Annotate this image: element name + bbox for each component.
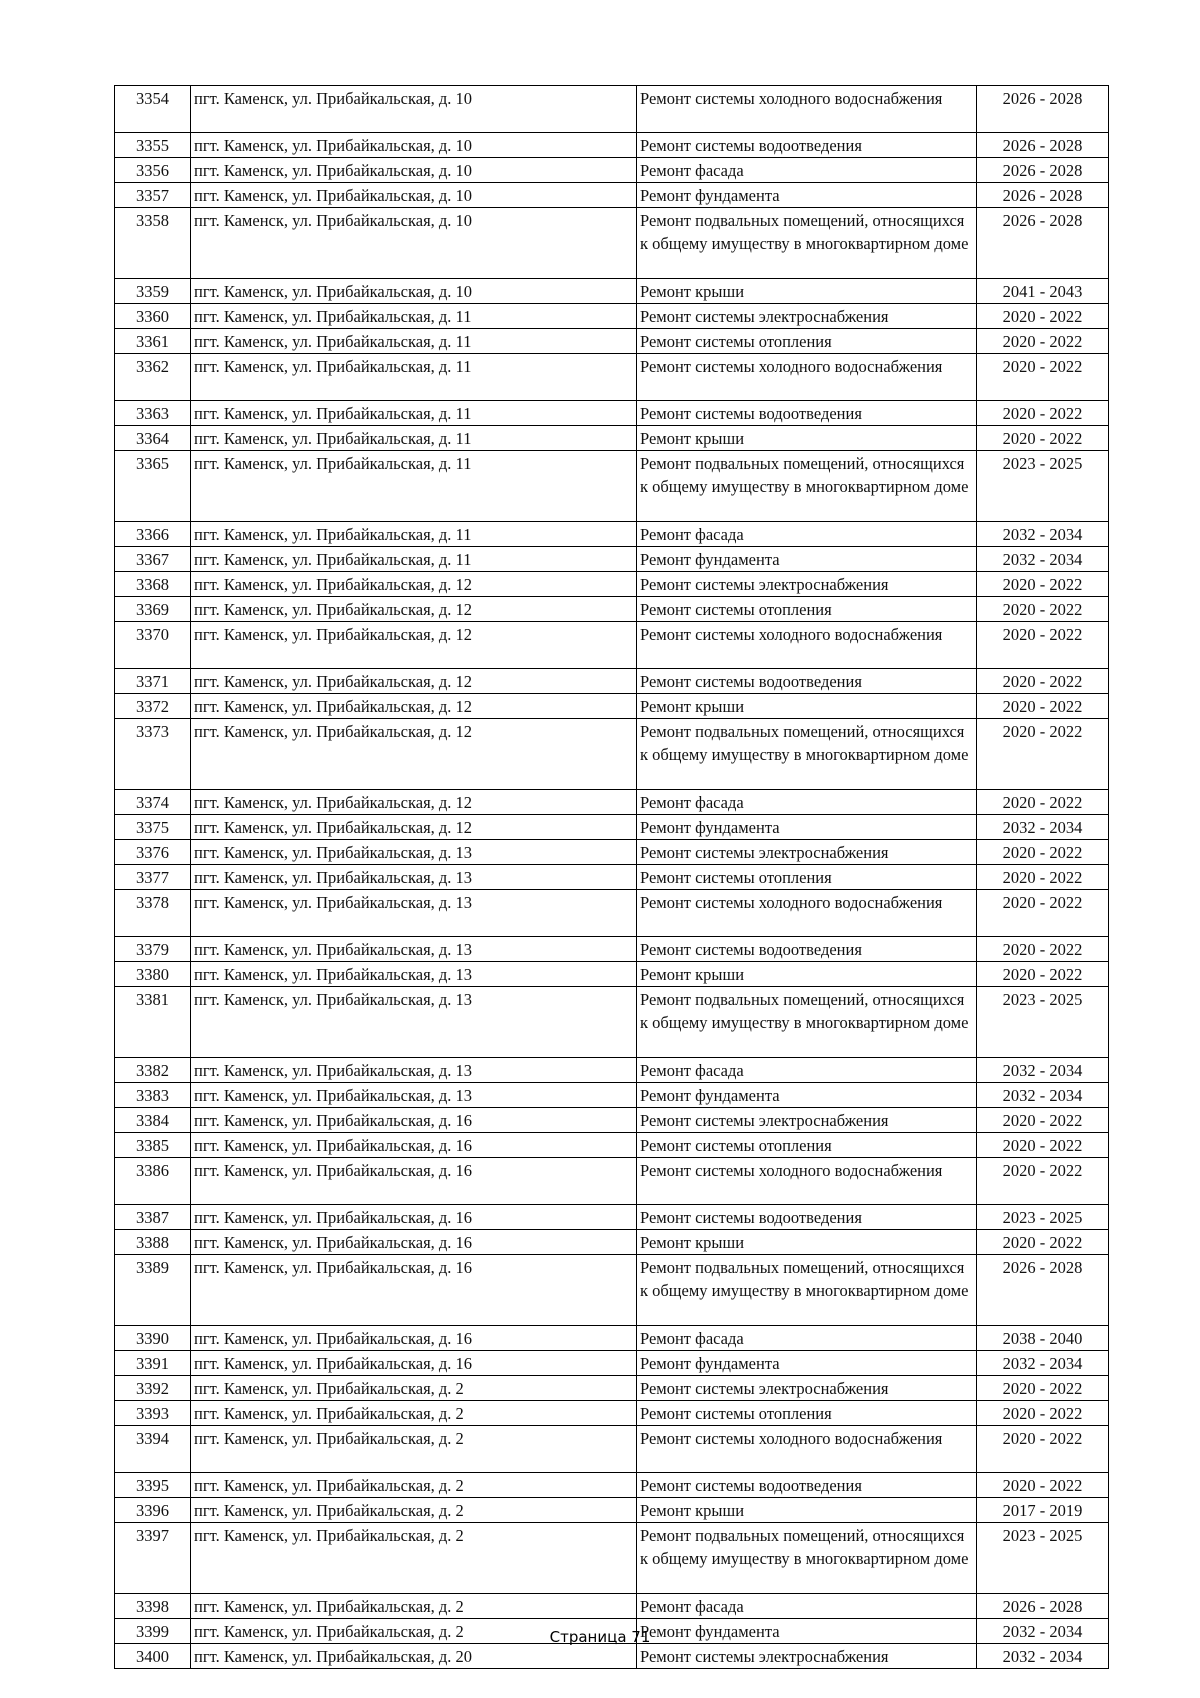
table-row [115,1230,1109,1255]
row-number: 3388 [115,1230,191,1255]
row-number: 3391 [115,1351,191,1376]
period-cell: 2032 - 2034 [977,1083,1109,1108]
period-cell: 2032 - 2034 [977,1644,1109,1669]
row-number: 3383 [115,1083,191,1108]
row-number: 3398 [115,1594,191,1619]
row-number: 3358 [115,208,191,279]
work-type-cell: Ремонт фундамента [637,815,977,840]
row-number: 3356 [115,158,191,183]
period-cell: 2026 - 2028 [977,1255,1109,1326]
table-row [115,451,1109,522]
address-cell: пгт. Каменск, ул. Прибайкальская, д. 12 [191,572,637,597]
table-row [115,208,1109,279]
table-row [115,354,1109,401]
address-cell: пгт. Каменск, ул. Прибайкальская, д. 12 [191,597,637,622]
address-cell: пгт. Каменск, ул. Прибайкальская, д. 11 [191,304,637,329]
row-number: 3396 [115,1498,191,1523]
row-number: 3359 [115,279,191,304]
table-row [115,1083,1109,1108]
work-type-cell: Ремонт системы водоотведения [637,1473,977,1498]
work-type-cell: Ремонт системы холодного водоснабжения [637,890,977,937]
row-number: 3360 [115,304,191,329]
work-type-cell: Ремонт системы электроснабжения [637,572,977,597]
table-row [115,1401,1109,1426]
period-cell: 2041 - 2043 [977,279,1109,304]
work-type-cell: Ремонт системы холодного водоснабжения [637,1426,977,1473]
work-type-cell: Ремонт фасада [637,790,977,815]
work-type-cell: Ремонт системы холодного водоснабжения [637,622,977,669]
table-body [115,86,1109,1669]
work-type-cell: Ремонт системы водоотведения [637,133,977,158]
table-row [115,840,1109,865]
row-number: 3355 [115,133,191,158]
period-cell: 2023 - 2025 [977,1205,1109,1230]
address-cell: пгт. Каменск, ул. Прибайкальская, д. 16 [191,1108,637,1133]
work-type-cell: Ремонт крыши [637,962,977,987]
work-type-cell: Ремонт системы отопления [637,865,977,890]
table-row [115,597,1109,622]
row-number: 3371 [115,669,191,694]
row-number: 3382 [115,1058,191,1083]
address-cell: пгт. Каменск, ул. Прибайкальская, д. 16 [191,1230,637,1255]
table-row [115,790,1109,815]
period-cell: 2020 - 2022 [977,304,1109,329]
row-number: 3377 [115,865,191,890]
period-cell: 2020 - 2022 [977,1108,1109,1133]
work-type-cell: Ремонт системы холодного водоснабжения [637,1158,977,1205]
row-number: 3374 [115,790,191,815]
row-number: 3399 [115,1619,191,1644]
address-cell: пгт. Каменск, ул. Прибайкальская, д. 20 [191,1644,637,1669]
table-row [115,426,1109,451]
work-type-cell: Ремонт крыши [637,426,977,451]
period-cell: 2026 - 2028 [977,86,1109,133]
period-cell: 2032 - 2034 [977,547,1109,572]
row-number: 3366 [115,522,191,547]
row-number: 3364 [115,426,191,451]
table-row [115,1376,1109,1401]
period-cell: 2026 - 2028 [977,158,1109,183]
work-type-cell: Ремонт системы холодного водоснабжения [637,354,977,401]
table-row [115,1426,1109,1473]
row-number: 3395 [115,1473,191,1498]
work-type-cell: Ремонт подвальных помещений, относящихся к общему имуществу в многоквартирном доме [637,451,977,522]
work-type-cell: Ремонт системы отопления [637,329,977,354]
row-number: 3373 [115,719,191,790]
row-number: 3381 [115,987,191,1058]
work-type-cell: Ремонт подвальных помещений, относящихся к общему имуществу в многоквартирном доме [637,719,977,790]
row-number: 3384 [115,1108,191,1133]
address-cell: пгт. Каменск, ул. Прибайкальская, д. 12 [191,815,637,840]
table-row [115,1133,1109,1158]
work-type-cell: Ремонт крыши [637,694,977,719]
table-row [115,865,1109,890]
table-row [115,304,1109,329]
address-cell: пгт. Каменск, ул. Прибайкальская, д. 2 [191,1401,637,1426]
table-row [115,158,1109,183]
table-row [115,329,1109,354]
address-cell: пгт. Каменск, ул. Прибайкальская, д. 16 [191,1205,637,1230]
table-row [115,719,1109,790]
address-cell: пгт. Каменск, ул. Прибайкальская, д. 12 [191,694,637,719]
address-cell: пгт. Каменск, ул. Прибайкальская, д. 10 [191,133,637,158]
table-row [115,815,1109,840]
row-number: 3394 [115,1426,191,1473]
work-type-cell: Ремонт подвальных помещений, относящихся к общему имуществу в многоквартирном доме [637,1523,977,1594]
row-number: 3385 [115,1133,191,1158]
work-type-cell: Ремонт системы электроснабжения [637,1108,977,1133]
period-cell: 2017 - 2019 [977,1498,1109,1523]
address-cell: пгт. Каменск, ул. Прибайкальская, д. 10 [191,279,637,304]
period-cell: 2020 - 2022 [977,1473,1109,1498]
row-number: 3369 [115,597,191,622]
row-number: 3390 [115,1326,191,1351]
period-cell: 2023 - 2025 [977,1523,1109,1594]
repair-schedule-table [114,85,1109,1669]
period-cell: 2020 - 2022 [977,669,1109,694]
address-cell: пгт. Каменск, ул. Прибайкальская, д. 16 [191,1255,637,1326]
table-row [115,133,1109,158]
table-row [115,890,1109,937]
row-number: 3392 [115,1376,191,1401]
address-cell: пгт. Каменск, ул. Прибайкальская, д. 13 [191,1083,637,1108]
address-cell: пгт. Каменск, ул. Прибайкальская, д. 10 [191,183,637,208]
period-cell: 2020 - 2022 [977,1230,1109,1255]
table-row [115,183,1109,208]
period-cell: 2026 - 2028 [977,133,1109,158]
work-type-cell: Ремонт фасада [637,522,977,547]
period-cell: 2020 - 2022 [977,354,1109,401]
address-cell: пгт. Каменск, ул. Прибайкальская, д. 11 [191,426,637,451]
table-row [115,1205,1109,1230]
work-type-cell: Ремонт крыши [637,279,977,304]
row-number: 3379 [115,937,191,962]
work-type-cell: Ремонт системы электроснабжения [637,840,977,865]
table-row [115,1498,1109,1523]
period-cell: 2032 - 2034 [977,1058,1109,1083]
address-cell: пгт. Каменск, ул. Прибайкальская, д. 13 [191,890,637,937]
work-type-cell: Ремонт системы водоотведения [637,669,977,694]
period-cell: 2026 - 2028 [977,208,1109,279]
address-cell: пгт. Каменск, ул. Прибайкальская, д. 2 [191,1498,637,1523]
row-number: 3361 [115,329,191,354]
work-type-cell: Ремонт системы отопления [637,1401,977,1426]
row-number: 3393 [115,1401,191,1426]
address-cell: пгт. Каменск, ул. Прибайкальская, д. 12 [191,669,637,694]
row-number: 3376 [115,840,191,865]
row-number: 3400 [115,1644,191,1669]
table-row [115,987,1109,1058]
period-cell: 2032 - 2034 [977,522,1109,547]
period-cell: 2020 - 2022 [977,1158,1109,1205]
table-row [115,1594,1109,1619]
period-cell: 2020 - 2022 [977,572,1109,597]
address-cell: пгт. Каменск, ул. Прибайкальская, д. 13 [191,987,637,1058]
period-cell: 2023 - 2025 [977,987,1109,1058]
work-type-cell: Ремонт системы электроснабжения [637,304,977,329]
table-row [115,279,1109,304]
period-cell: 2038 - 2040 [977,1326,1109,1351]
address-cell: пгт. Каменск, ул. Прибайкальская, д. 13 [191,937,637,962]
table-row [115,572,1109,597]
work-type-cell: Ремонт системы водоотведения [637,1205,977,1230]
address-cell: пгт. Каменск, ул. Прибайкальская, д. 16 [191,1326,637,1351]
work-type-cell: Ремонт подвальных помещений, относящихся к общему имуществу в многоквартирном доме [637,987,977,1058]
work-type-cell: Ремонт фундамента [637,1619,977,1644]
row-number: 3363 [115,401,191,426]
work-type-cell: Ремонт фасада [637,1594,977,1619]
work-type-cell: Ремонт системы отопления [637,1133,977,1158]
period-cell: 2020 - 2022 [977,890,1109,937]
address-cell: пгт. Каменск, ул. Прибайкальская, д. 13 [191,840,637,865]
address-cell: пгт. Каменск, ул. Прибайкальская, д. 2 [191,1594,637,1619]
work-type-cell: Ремонт фундамента [637,183,977,208]
work-type-cell: Ремонт системы водоотведения [637,937,977,962]
address-cell: пгт. Каменск, ул. Прибайкальская, д. 11 [191,451,637,522]
period-cell: 2020 - 2022 [977,1133,1109,1158]
address-cell: пгт. Каменск, ул. Прибайкальская, д. 11 [191,401,637,426]
work-type-cell: Ремонт фундамента [637,1083,977,1108]
row-number: 3397 [115,1523,191,1594]
address-cell: пгт. Каменск, ул. Прибайкальская, д. 16 [191,1158,637,1205]
period-cell: 2020 - 2022 [977,865,1109,890]
period-cell: 2020 - 2022 [977,694,1109,719]
address-cell: пгт. Каменск, ул. Прибайкальская, д. 12 [191,790,637,815]
row-number: 3367 [115,547,191,572]
period-cell: 2023 - 2025 [977,451,1109,522]
work-type-cell: Ремонт фундамента [637,547,977,572]
table-row [115,1644,1109,1669]
table-row [115,1158,1109,1205]
address-cell: пгт. Каменск, ул. Прибайкальская, д. 10 [191,158,637,183]
address-cell: пгт. Каменск, ул. Прибайкальская, д. 11 [191,547,637,572]
table-row [115,937,1109,962]
address-cell: пгт. Каменск, ул. Прибайкальская, д. 13 [191,962,637,987]
table-row [115,694,1109,719]
period-cell: 2020 - 2022 [977,1376,1109,1401]
address-cell: пгт. Каменск, ул. Прибайкальская, д. 2 [191,1523,637,1594]
period-cell: 2032 - 2034 [977,1619,1109,1644]
address-cell: пгт. Каменск, ул. Прибайкальская, д. 2 [191,1619,637,1644]
page-number: Страница 71 [549,1628,651,1646]
period-cell: 2020 - 2022 [977,597,1109,622]
period-cell: 2020 - 2022 [977,329,1109,354]
row-number: 3386 [115,1158,191,1205]
period-cell: 2020 - 2022 [977,790,1109,815]
address-cell: пгт. Каменск, ул. Прибайкальская, д. 11 [191,329,637,354]
address-cell: пгт. Каменск, ул. Прибайкальская, д. 2 [191,1426,637,1473]
period-cell: 2020 - 2022 [977,401,1109,426]
row-number: 3378 [115,890,191,937]
address-cell: пгт. Каменск, ул. Прибайкальская, д. 16 [191,1351,637,1376]
table-row [115,1473,1109,1498]
period-cell: 2032 - 2034 [977,815,1109,840]
row-number: 3357 [115,183,191,208]
address-cell: пгт. Каменск, ул. Прибайкальская, д. 10 [191,208,637,279]
row-number: 3389 [115,1255,191,1326]
table-row [115,1255,1109,1326]
work-type-cell: Ремонт фундамента [637,1351,977,1376]
work-type-cell: Ремонт системы водоотведения [637,401,977,426]
period-cell: 2020 - 2022 [977,622,1109,669]
period-cell: 2020 - 2022 [977,937,1109,962]
period-cell: 2032 - 2034 [977,1351,1109,1376]
table-row [115,522,1109,547]
row-number: 3368 [115,572,191,597]
table-row [115,962,1109,987]
period-cell: 2026 - 2028 [977,183,1109,208]
address-cell: пгт. Каменск, ул. Прибайкальская, д. 12 [191,719,637,790]
work-type-cell: Ремонт системы отопления [637,597,977,622]
row-number: 3387 [115,1205,191,1230]
address-cell: пгт. Каменск, ул. Прибайкальская, д. 11 [191,522,637,547]
period-cell: 2020 - 2022 [977,719,1109,790]
table-row [115,1058,1109,1083]
row-number: 3370 [115,622,191,669]
address-cell: пгт. Каменск, ул. Прибайкальская, д. 2 [191,1473,637,1498]
work-type-cell: Ремонт фасада [637,1326,977,1351]
row-number: 3380 [115,962,191,987]
address-cell: пгт. Каменск, ул. Прибайкальская, д. 13 [191,865,637,890]
address-cell: пгт. Каменск, ул. Прибайкальская, д. 2 [191,1376,637,1401]
row-number: 3372 [115,694,191,719]
work-type-cell: Ремонт крыши [637,1230,977,1255]
period-cell: 2020 - 2022 [977,840,1109,865]
work-type-cell: Ремонт системы электроснабжения [637,1376,977,1401]
row-number: 3375 [115,815,191,840]
table-row [115,1523,1109,1594]
period-cell: 2020 - 2022 [977,962,1109,987]
work-type-cell: Ремонт крыши [637,1498,977,1523]
table-row [115,1351,1109,1376]
address-cell: пгт. Каменск, ул. Прибайкальская, д. 13 [191,1058,637,1083]
period-cell: 2020 - 2022 [977,1401,1109,1426]
work-type-cell: Ремонт фасада [637,158,977,183]
row-number: 3365 [115,451,191,522]
period-cell: 2020 - 2022 [977,426,1109,451]
table-row [115,401,1109,426]
table-row [115,622,1109,669]
table-row [115,1108,1109,1133]
address-cell: пгт. Каменск, ул. Прибайкальская, д. 16 [191,1133,637,1158]
table-row [115,1326,1109,1351]
work-type-cell: Ремонт подвальных помещений, относящихся к общему имуществу в многоквартирном доме [637,1255,977,1326]
row-number: 3362 [115,354,191,401]
row-number: 3354 [115,86,191,133]
period-cell: 2026 - 2028 [977,1594,1109,1619]
table-row [115,86,1109,133]
table-row [115,547,1109,572]
work-type-cell: Ремонт подвальных помещений, относящихся к общему имуществу в многоквартирном доме [637,208,977,279]
period-cell: 2020 - 2022 [977,1426,1109,1473]
address-cell: пгт. Каменск, ул. Прибайкальская, д. 12 [191,622,637,669]
work-type-cell: Ремонт фасада [637,1058,977,1083]
work-type-cell: Ремонт системы электроснабжения [637,1644,977,1669]
table-row [115,669,1109,694]
address-cell: пгт. Каменск, ул. Прибайкальская, д. 10 [191,86,637,133]
address-cell: пгт. Каменск, ул. Прибайкальская, д. 11 [191,354,637,401]
work-type-cell: Ремонт системы холодного водоснабжения [637,86,977,133]
